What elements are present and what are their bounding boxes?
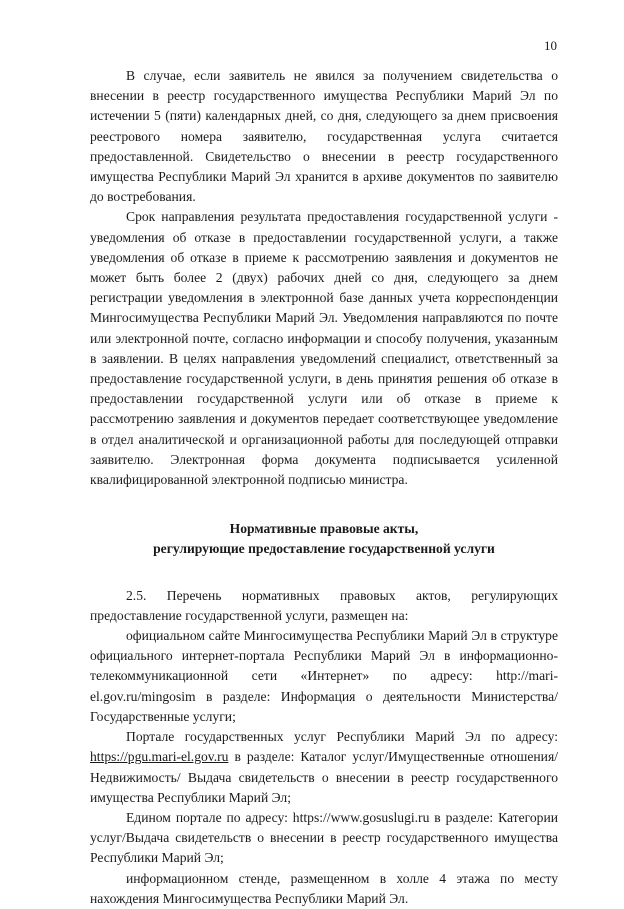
section-heading	[90, 519, 558, 559]
regional-portal-link[interactable]: https://pgu.mari-el.gov.ru	[90, 749, 229, 765]
regional-portal-suffix: в разделе: Каталог услуг/Имущественные отношения/Недвижимость/ Выдача свидетельств о внесении в реестр государственного имущества Республики Марий Эл;	[90, 749, 558, 805]
paragraph-unclaimed-certificate: В случае, если заявитель не явился за получением свидетельства о внесении в реестр государственного имущества Республики Марий Эл по истечении 5 (пяти) календарных дней, со дня, следующего за днем присвоения реестрового номера заявителю, государственная услуга считается предоставленной. Свидетельство о внесении в реестр государственного имущества Республики Марий Эл хранится в архиве документов по заявителю до востребования.	[90, 68, 558, 205]
page-number: 10	[544, 38, 557, 53]
paragraph-official-site: официальном сайте Мингосимущества Республики Марий Эл в структуре официального интернет-портала Республики Марий Эл в информационно-телекоммуникационной сети «Интернет» по адресу: http://mari-el.gov.ru/mingosim в разделе: Информация о деятельности Министерства/Государственные услуги;	[90, 628, 558, 724]
paragraph-info-stand: информационном стенде, размещенном в холле 4 этажа по месту нахождения Мингосимущества Республики Марий Эл.	[90, 870, 558, 906]
section-heading-line-2: регулирующие предоставление государственной услуги	[153, 541, 495, 557]
section-heading-line-1: Нормативные правовые акты,	[229, 521, 419, 537]
paragraph-unified-portal: Едином портале по адресу: https://www.gosuslugi.ru в разделе: Категории услуг/Выдача свидетельств о внесении в реестр государственного имущества Республики Марий Эл;	[90, 809, 558, 866]
regional-portal-prefix: Портале государственных услуг Республики Марий Эл по адресу:	[126, 729, 558, 745]
document-body	[90, 66, 558, 909]
paragraph-regional-portal	[90, 727, 558, 808]
paragraph-notification-deadline: Срок направления результата предоставления государственной услуги - уведомления об отказе в предоставлении государственной услуги, а также уведомления об отказе в приеме к рассмотрению заявления и документов не может быть более 2 (двух) рабочих дней со дня, следующего за днем регистрации уведомления в электронной базе данных учета корреспонденции Мингосимущества Республики Марий Эл. Уведомления направляются по почте или электронной почте, согласно информации и способу получения, указанным в заявлении. В целях направления уведомлений специалист, ответственный за предоставление государственной услуги, в день принятия решения об отказе в предоставлении государственной услуги или об отказе в приеме к рассмотрению заявления и документов передает соответствующее уведомление в отдел аналитической и организационной работы для последующей отправки заявителю. Электронная форма документа подписывается усиленной квалифицированной электронной подписью министра.	[90, 209, 558, 488]
paragraph-2-5-intro: 2.5. Перечень нормативных правовых актов, регулирующих предоставление государственной услуги, размещен на:	[90, 587, 558, 623]
